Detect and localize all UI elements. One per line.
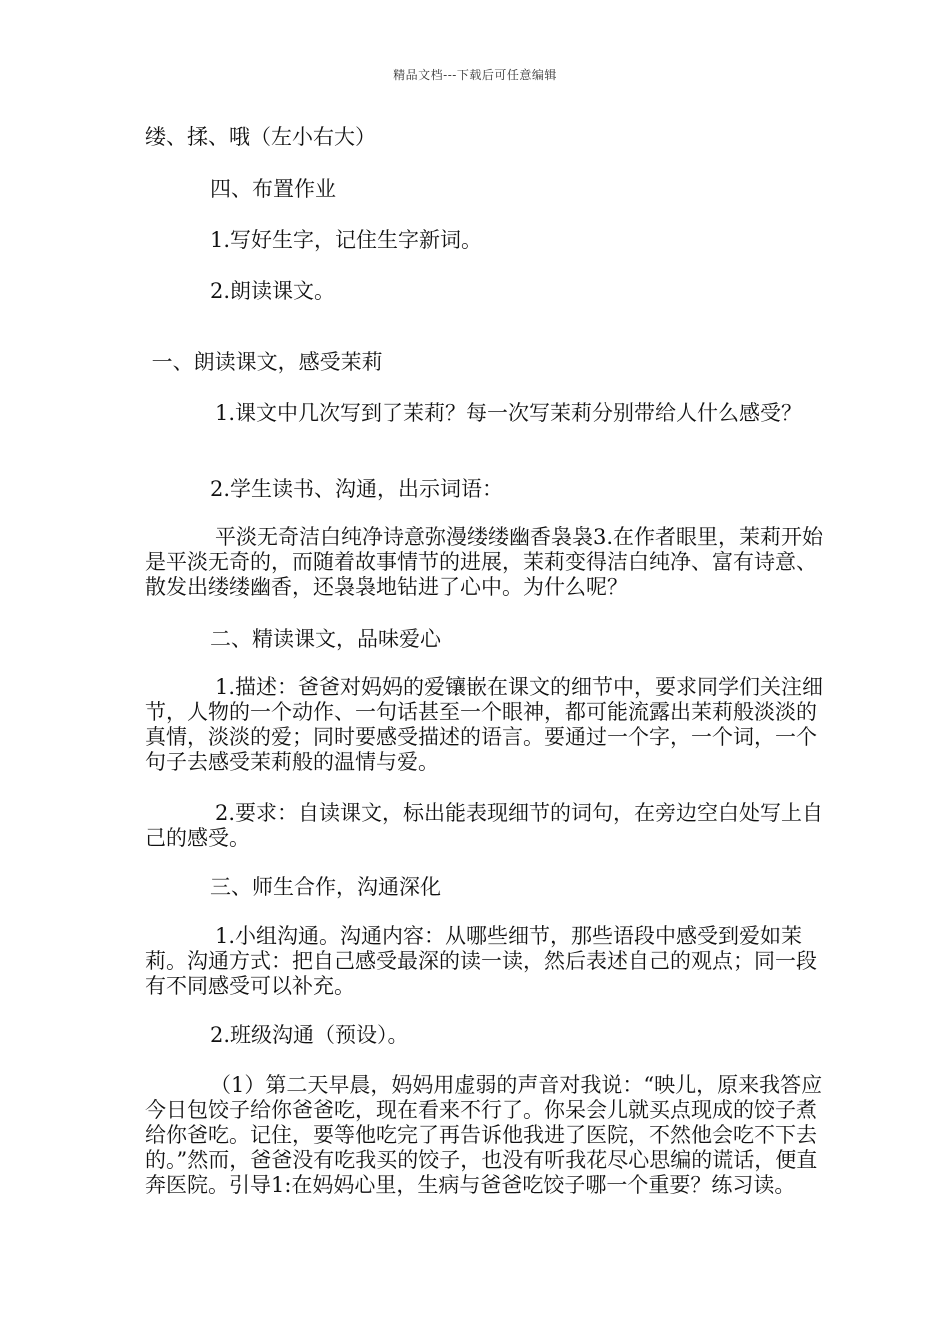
homework-item-1: 1.写好生字，记住生字新词。 — [210, 228, 483, 252]
section-3-example-1: （1）第二天早晨，妈妈用虚弱的声音对我说：“映儿，原来我答应今日包饺子给你爸爸吃，现在看来不行了。你呆会儿就买点现成的饺子煮给你爸吃。记住，要等他吃完了再告诉他我进了医院，不然他会吃不下去的。”然而，爸爸没有吃我买的饺子，也没有听我花尽心思编的谎话，便直奔医院。引导1:在妈妈心里，生病与爸爸吃饺子哪一个重要？练习读。 — [145, 1073, 823, 1197]
text-stroke-order-note: 缕、揉、哦（左小右大） — [145, 125, 376, 149]
section-3-item-2: 2.班级沟通（预设）。 — [210, 1023, 409, 1047]
section-1-item-2: 2.学生读书、沟通，出示词语： — [210, 477, 504, 501]
section-1-vocabulary: 平淡无奇洁白纯净诗意弥漫缕缕幽香袅袅3.在作者眼里，茉莉开始是平淡无奇的，而随着故事情节的进展，茉莉变得洁白纯净、富有诗意、散发出缕缕幽香，还袅袅地钻进了心中。为什么呢？ — [145, 525, 824, 599]
heading-section-2: 二、精读课文，品味爱心 — [210, 627, 441, 651]
section-3-item-1: 1.小组沟通。沟通内容：从哪些细节，那些语段中感受到爱如茉莉。沟通方式：把自己感受最深的读一读，然后表述自己的观点；同一段有不同感受可以补充。 — [145, 924, 817, 998]
section-2-item-1: 1.描述：爸爸对妈妈的爱镶嵌在课文的细节中，要求同学们关注细节，人物的一个动作、一句话甚至一个眼神，都可能流露出茉莉般淡淡的真情，淡淡的爱；同时要感受描述的语言。要通过一个字，一个词，一个句子去感受茉莉般的温情与爱。 — [145, 675, 824, 774]
homework-item-2: 2.朗读课文。 — [210, 279, 336, 303]
page-header: 精品文档---下载后可任意编辑 — [393, 68, 557, 82]
heading-homework: 四、布置作业 — [210, 177, 336, 201]
heading-section-1: 一、朗读课文，感受茉莉 — [145, 350, 383, 374]
section-1-item-1: 1.课文中几次写到了茉莉？每一次写茉莉分别带给人什么感受？ — [215, 401, 803, 425]
section-2-item-2: 2.要求：自读课文，标出能表现细节的词句，在旁边空白处写上自己的感受。 — [145, 801, 824, 850]
heading-section-3: 三、师生合作，沟通深化 — [210, 875, 441, 899]
